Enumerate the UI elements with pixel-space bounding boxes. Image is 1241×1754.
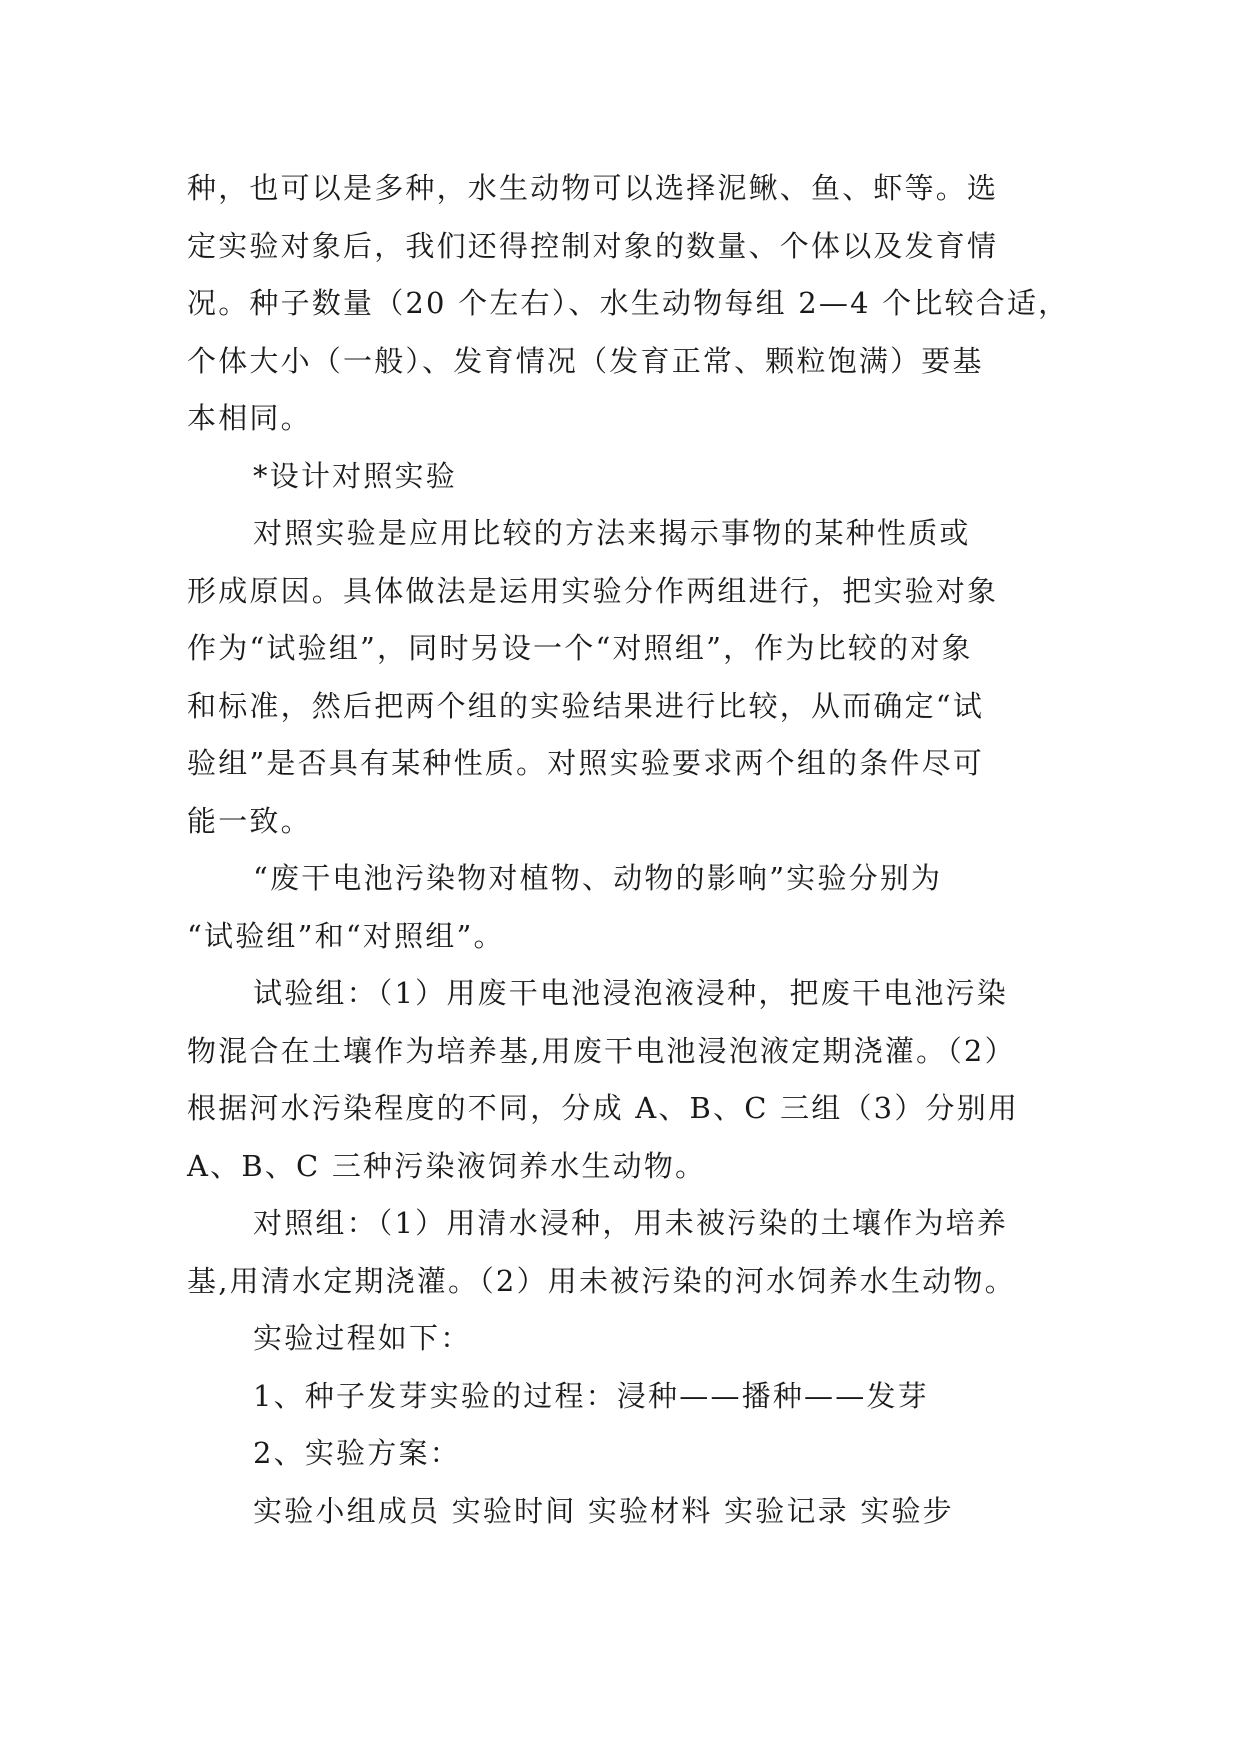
text-line: 基,用清水定期浇灌。（2）用未被污染的河水饲养水生动物。 [187,1263,1016,1298]
text-line: 试验组：（1）用废干电池浸泡液浸种，把废干电池污染 [253,976,1008,1010]
text-line: 对照实验是应用比较的方法来揭示事物的某种性质或 [253,516,971,550]
text-line: “试验组”和“对照组”。 [187,918,505,953]
text-line: 物混合在土壤作为培养基,用废干电池浸泡液定期浇灌。（2） [187,1033,1016,1068]
text-line: “废干电池污染物对植物、动物的影响”实验分别为 [253,861,943,895]
text-line: A、B、C 三种污染液饲养水生动物。 [187,1148,707,1183]
text-line: 定实验对象后，我们还得控制对象的数量、个体以及发育情 [187,228,999,263]
text-line: 实验过程如下： [253,1321,472,1355]
list-item: 1、种子发芽实验的过程：浸种——播种——发芽 [253,1378,929,1413]
document-body [187,160,1087,1540]
text-line: 验组”是否具有某种性质。对照实验要求两个组的条件尽可 [187,746,985,780]
text-line: 对照组：（1）用清水浸种，用未被污染的土壤作为培养 [253,1206,1008,1240]
text-line: 形成原因。具体做法是运用实验分作两组进行，把实验对象 [187,573,999,608]
section-heading: *设计对照实验 [253,458,457,493]
text-line: 根据河水污染程度的不同，分成 A、B、C 三组（3）分别用 [187,1091,1020,1125]
text-line: 作为“试验组”，同时另设一个“对照组”，作为比较的对象 [187,631,973,665]
list-item: 2、实验方案： [253,1436,461,1470]
text-line: 种，也可以是多种，水生动物可以选择泥鳅、鱼、虾等。选 [187,171,999,205]
text-line: 个体大小（一般）、发育情况（发育正常、颗粒饱满）要基 [187,343,984,378]
text-line: 本相同。 [187,401,312,435]
text-line: 况。种子数量（20 个左右）、水生动物每组 2—4 个比较合适， [187,286,1070,320]
text-line: 实验小组成员 实验时间 实验材料 实验记录 实验步 [253,1493,954,1528]
text-line: 能一致。 [187,803,312,838]
text-line: 和标准，然后把两个组的实验结果进行比较，从而确定“试 [187,688,985,723]
